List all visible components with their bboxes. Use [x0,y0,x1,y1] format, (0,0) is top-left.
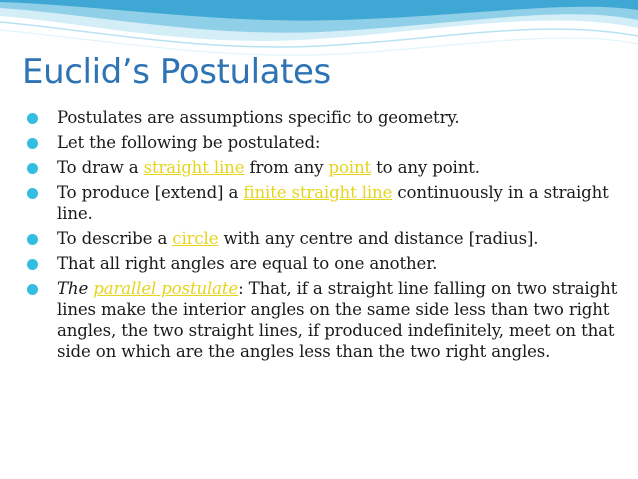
bullet-text: from any [244,158,329,177]
bullet-text: To draw a [57,158,144,177]
bullet-icon [27,113,38,124]
bullet-text: to any point. [371,158,480,177]
bullet-item [22,157,622,178]
bullet-icon [27,188,38,199]
bullet-text: To produce [extend] a [57,183,244,202]
bullet-item [22,278,622,362]
bullet-item [22,132,622,153]
bullet-item [22,253,622,274]
slide-title: Euclid’s Postulates [22,52,331,92]
bullet-text: That all right angles are equal to one another. [57,254,438,273]
bullet-item [22,182,622,224]
bullet-icon [27,284,38,295]
bullet-icon [27,259,38,270]
straight-line-link[interactable]: straight line [143,158,245,177]
bullet-text: Postulates are assumptions specific to geometry. [57,108,460,127]
bullet-list [22,107,622,366]
bullet-icon [27,163,38,174]
bullet-text: The [57,279,89,298]
bullet-text: : That, if a straight line falling on two straight lines make the interior angles on the same side less than two right angles, the two straight lines, if produced indefinitely, meet on that side on which are the angles less than the two right angles. [57,279,618,361]
bullet-text: Let the following be postulated: [57,133,321,152]
circle-link[interactable]: circle [172,229,219,248]
bullet-item [22,228,622,249]
bullet-text: continuously in a straight line. [57,183,609,223]
bullet-item [22,107,622,128]
parallel-postulate-link[interactable]: parallel postulate [93,279,239,298]
point-link[interactable]: point [328,158,371,177]
bullet-icon [27,138,38,149]
finite-straight-line-link[interactable]: finite straight line [243,183,393,202]
bullet-icon [27,234,38,245]
bullet-text: To describe a [57,229,173,248]
bullet-text: with any centre and distance [radius]. [218,229,539,248]
